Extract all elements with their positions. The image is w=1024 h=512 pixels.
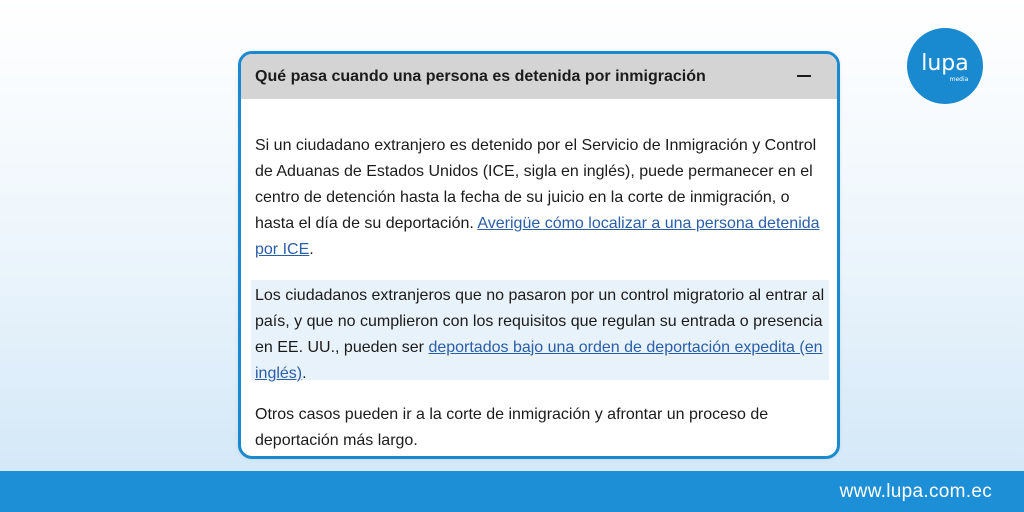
- collapse-button[interactable]: [793, 65, 815, 87]
- locate-detainee-link[interactable]: Averigüe cómo localizar a una persona detenida por ICE: [255, 215, 820, 258]
- paragraph-end: .: [309, 241, 314, 258]
- footer-url: www.lupa.com.ec: [839, 481, 992, 502]
- card-title: Qué pasa cuando una persona es detenida por inmigración: [255, 67, 706, 85]
- expedited-removal-link[interactable]: deportados bajo una orden de deportación expedita (en inglés): [255, 339, 823, 382]
- minus-icon: [797, 75, 811, 77]
- paragraph-text: Otros casos pueden ir a la corte de inmigración y afrontar un proceso de deportación más largo.: [255, 406, 769, 449]
- paragraph-expedited: [255, 283, 825, 387]
- paragraph-detention: [255, 133, 825, 263]
- logo-wordmark: lupa: [921, 51, 969, 76]
- paragraph-text: Los ciudadanos extranjeros que no pasaron por un control migratorio al entrar al país, y que no cumplieron con los requisitos que regulan su entrada o presencia en EE. UU., pueden ser: [255, 287, 825, 356]
- paragraph-other-cases: [255, 402, 825, 454]
- paragraph-end: .: [302, 365, 307, 382]
- lupa-logo: [907, 28, 983, 104]
- paragraph-text: Si un ciudadano extranjero es detenido por el Servicio de Inmigración y Control de Aduanas de Estados Unidos (ICE, sigla en inglés), puede permanecer en el centro de detención hasta la fecha de su juicio en la corte de inmigración, o hasta el día de su deportación.: [255, 137, 817, 232]
- footer-bar: [0, 471, 1024, 512]
- info-card: [238, 51, 840, 459]
- logo-subtext: media: [949, 76, 969, 83]
- accordion-header[interactable]: [241, 54, 837, 99]
- lupa-logo-mark: [907, 28, 983, 104]
